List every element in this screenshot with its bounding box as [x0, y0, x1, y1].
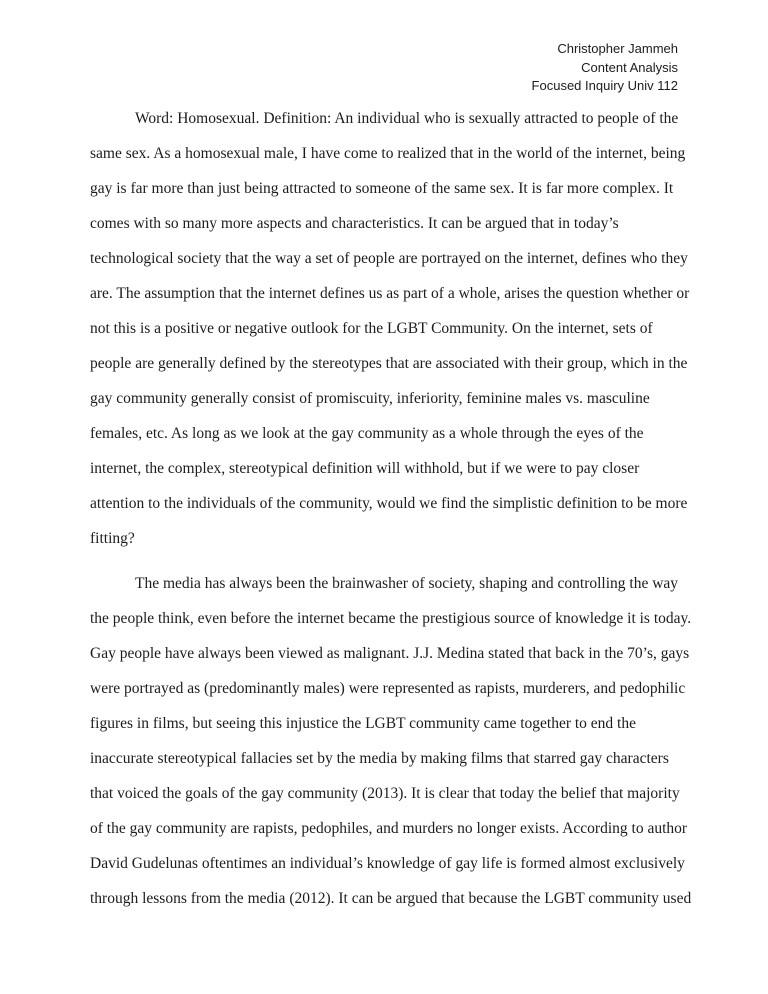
text-line: of the gay community are rapists, pedophiles, and murders no longer exists. According to author	[90, 820, 688, 837]
text-line: figures in films, but seeing this injustice the LGBT community came together to end the	[90, 715, 636, 732]
text-line: the people think, even before the internet became the prestigious source of knowledge it is today.	[90, 610, 692, 627]
text-line: are. The assumption that the internet defines us as part of a whole, arises the question whether or	[90, 285, 690, 302]
document-body	[90, 101, 692, 916]
text-line: inaccurate stereotypical fallacies set by the media by making films that starred gay characters	[90, 750, 669, 767]
document-header	[532, 40, 678, 96]
paragraph	[90, 101, 690, 556]
text-line: attention to the individuals of the community, would we find the simplistic definition to be more	[90, 495, 688, 512]
text-line: people are generally defined by the stereotypes that are associated with their group, which in the	[90, 355, 688, 372]
header-course: Focused Inquiry Univ 112	[531, 78, 678, 93]
text-line: were portrayed as (predominantly males) were represented as rapists, murderers, and pedophilic	[90, 680, 686, 697]
text-line: that voiced the goals of the gay community (2013). It is clear that today the belief that majority	[90, 785, 680, 802]
text-line: gay is far more than just being attracted to someone of the same sex. It is far more complex. It	[90, 180, 674, 197]
text-line: females, etc. As long as we look at the gay community as a whole through the eyes of the	[90, 425, 644, 442]
text-line: same sex. As a homosexual male, I have come to realized that in the world of the internet, being	[90, 145, 686, 162]
header-assignment-type: Content Analysis	[581, 59, 678, 75]
paragraph	[90, 566, 692, 916]
text-line: Word: Homosexual. Definition: An individual who is sexually attracted to people of the	[135, 110, 679, 127]
text-line: Gay people have always been viewed as malignant. J.J. Medina stated that back in the 70’s, gays	[90, 645, 690, 662]
text-line: internet, the complex, stereotypical definition will withhold, but if we were to pay closer	[90, 460, 640, 477]
text-line: The media has always been the brainwasher of society, shaping and controlling the way	[135, 575, 679, 592]
text-line: fitting?	[90, 530, 135, 547]
text-line: through lessons from the media (2012). It can be argued that because the LGBT community used	[90, 890, 692, 907]
text-line: technological society that the way a set of people are portrayed on the internet, defines who they	[90, 250, 688, 267]
header-author: Christopher Jammeh	[557, 41, 678, 56]
text-line: comes with so many more aspects and characteristics. It can be argued that in today’s	[90, 215, 619, 232]
text-line: David Gudelunas oftentimes an individual’s knowledge of gay life is formed almost exclusively	[90, 855, 685, 872]
text-line: not this is a positive or negative outlook for the LGBT Community. On the internet, sets of	[90, 320, 653, 337]
text-line: gay community generally consist of promiscuity, inferiority, feminine males vs. masculine	[90, 390, 650, 407]
